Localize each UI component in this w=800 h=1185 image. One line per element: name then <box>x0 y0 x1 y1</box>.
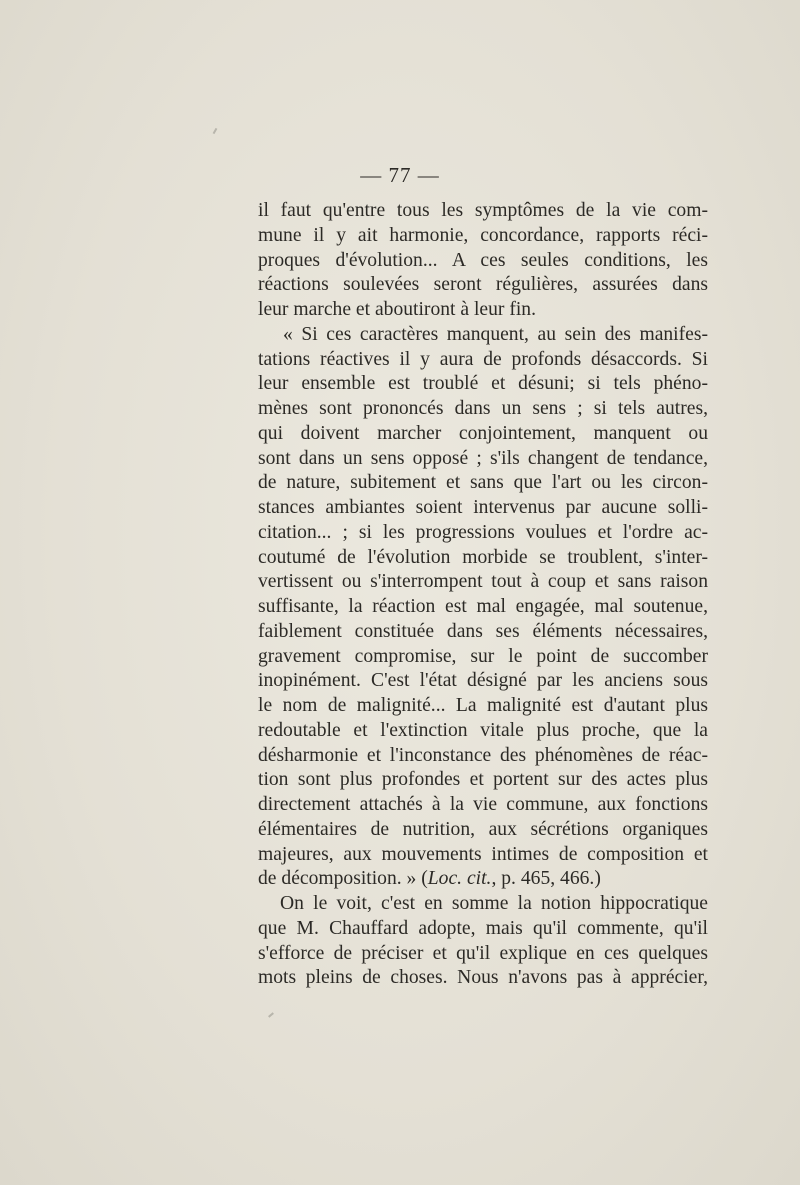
text-line: directement attachés à la vie commune, aux fonctions <box>258 794 708 815</box>
text-line: mots pleins de choses. Nous n'avons pas à apprécier, <box>258 967 708 989</box>
text-line <box>258 867 708 892</box>
text-line: mune il y ait harmonie, concordance, rapports réci- <box>258 224 708 246</box>
text-line: que M. Chauffard adopte, mais qu'il commente, qu'il <box>258 917 708 939</box>
text-line: mènes sont prononcés dans un sens ; si tels autres, <box>258 398 708 419</box>
text-segment: , p. 465, 466.) <box>491 868 601 890</box>
text-line: réactions soulevées seront régulières, assurées dans <box>258 274 708 296</box>
text-line: tion sont plus profondes et portent sur des actes plus <box>258 769 708 791</box>
text-line: il faut qu'entre tous les symptômes de la vie com- <box>258 200 708 221</box>
text-line: désharmonie et l'inconstance des phénomènes de réac- <box>258 744 708 766</box>
text-line: gravement compromise, sur le point de succomber <box>258 645 708 667</box>
body-text <box>258 199 708 991</box>
text-line: coutumé de l'évolution morbide se troublent, s'inter- <box>258 546 708 568</box>
text-line: sont dans un sens opposé ; s'ils changent de tendance, <box>258 447 708 469</box>
text-line: stances ambiantes soient intervenus par aucune solli- <box>258 497 708 518</box>
text-line: faiblement constituée dans ses éléments nécessaires, <box>258 620 708 642</box>
text-line: qui doivent marcher conjointement, manquent ou <box>258 422 708 444</box>
text-line: proques d'évolution... A ces seules conditions, les <box>258 249 708 271</box>
paper-speck <box>213 128 218 134</box>
text-line: leur marche et aboutiront à leur fin. <box>258 299 537 320</box>
text-segment: de décomposition. » ( <box>258 868 428 890</box>
page-number: — 77 — <box>360 163 440 187</box>
text-line: « Si ces caractères manquent, au sein des manifes- <box>283 323 708 345</box>
text-line: On le voit, c'est en somme la notion hippocratique <box>280 893 708 914</box>
text-line: redoutable et l'extinction vitale plus proche, que la <box>258 719 708 741</box>
text-line: majeures, aux mouvements intimes de composition et <box>258 843 708 865</box>
text-line: tations réactives il y aura de profonds désaccords. Si <box>258 348 708 370</box>
text-line: s'efforce de préciser et qu'il explique en ces quelques <box>258 942 708 964</box>
text-line: leur ensemble est troublé et désuni; si tels phéno- <box>258 373 708 395</box>
text-line: le nom de malignité... La malignité est d'autant plus <box>258 695 708 716</box>
citation-italic: Loc. cit. <box>427 868 492 890</box>
text-line: suffisante, la réaction est mal engagée, mal soutenue, <box>258 596 708 617</box>
text-line: élémentaires de nutrition, aux sécrétions organiques <box>258 818 708 840</box>
text-line: de nature, subitement et sans que l'art ou les circon- <box>258 472 708 494</box>
paper-speck <box>268 1012 274 1017</box>
text-line: vertissent ou s'interrompent tout à coup et sans raison <box>258 571 708 593</box>
text-line: inopinément. C'est l'état désigné par les anciens sous <box>258 670 708 692</box>
text-line: citation... ; si les progressions voulues et l'ordre ac- <box>258 521 708 543</box>
